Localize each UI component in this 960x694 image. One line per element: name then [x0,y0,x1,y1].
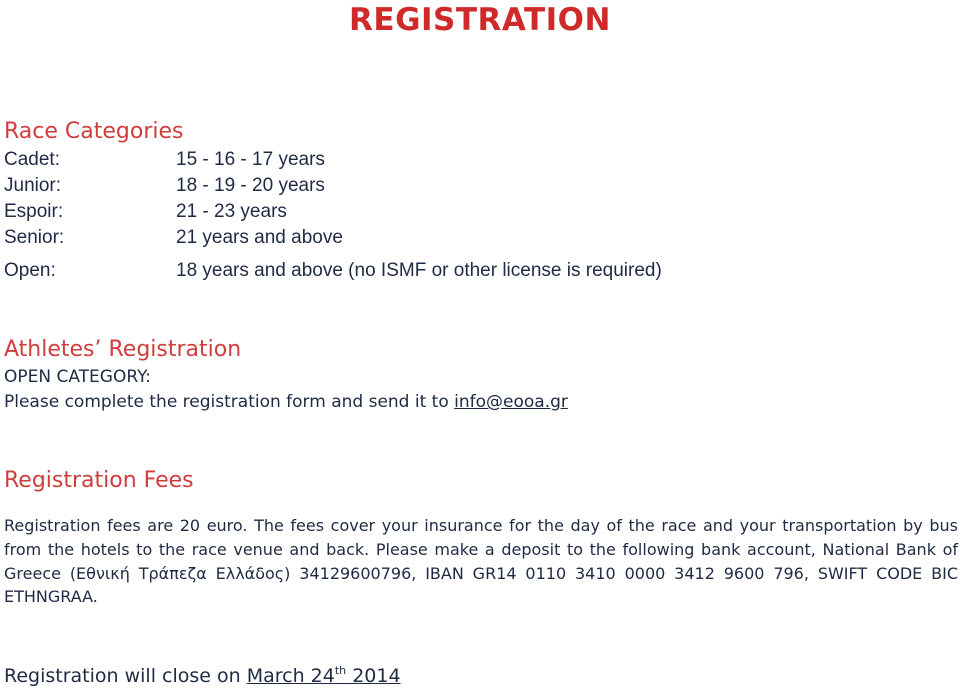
category-label: Junior: [4,175,62,196]
category-label: Senior: [4,227,65,248]
category-age-range: 21 years and above [176,227,343,248]
open-category-label: OPEN CATEGORY: [4,367,151,387]
instruction-text: Please complete the registration form and send it to [4,392,455,412]
page-title: REGISTRATION [349,2,611,38]
category-row-junior [4,175,325,197]
close-date-ordinal: th [334,664,347,677]
category-label: Open: [4,260,56,281]
close-date-year: 2014 [346,665,401,687]
category-row-open [4,260,662,282]
category-age-range: 18 - 19 - 20 years [176,175,325,196]
category-label: Espoir: [4,201,64,222]
email-link[interactable]: info@eooa.gr [454,392,568,412]
registration-fees-heading: Registration Fees [4,468,194,493]
close-prefix: Registration will close on [4,665,247,687]
registration-fees-paragraph: Registration fees are 20 euro. The fees cover your insurance for the day of the race and your transportation by bus from the hotels to the race venue and back. Please make a deposit to the following bank account, National Bank of Greece (Εθνική Τράπεζα Ελλάδος) 34129600796, IBAN GR14 0110 3410 0000 3412 9600 796, SWIFT CODE BIC ETHNGRAA. [4,516,958,607]
category-age-range: 18 years and above (no ISMF or other license is required) [176,260,662,281]
race-categories-heading: Race Categories [4,119,184,144]
category-row-cadet [4,149,325,171]
close-date [247,665,401,687]
category-label: Cadet: [4,149,60,170]
registration-close-line [4,664,401,687]
category-age-range: 21 - 23 years [176,201,287,222]
category-row-senior [4,227,343,249]
registration-instruction [4,392,568,412]
category-age-range: 15 - 16 - 17 years [176,149,325,170]
close-date-month-day: March 24 [246,665,335,687]
athletes-registration-heading: Athletes’ Registration [4,337,242,362]
category-row-espoir [4,201,287,223]
